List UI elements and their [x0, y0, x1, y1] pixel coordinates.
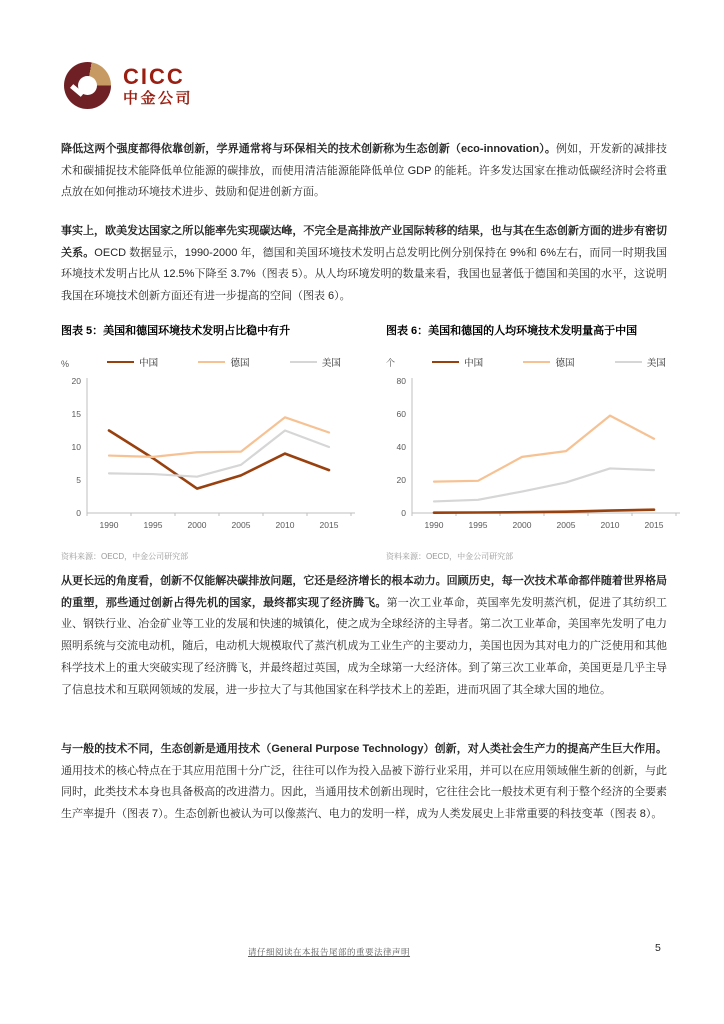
- svg-text:15: 15: [71, 409, 81, 419]
- paragraph-segment: 从更长远的角度看，创新不仅能解决碳排放问题，它还是经济增长的根本动力。回顾历史，每一次技术革命都伴随着世界格局的重塑，那些通过创新占得先机的国家，最终都实现了经济腾飞。: [61, 575, 667, 609]
- legend-label: 德国: [230, 358, 250, 369]
- logo-acronym: CICC: [123, 63, 185, 89]
- svg-text:2010: 2010: [275, 520, 295, 530]
- svg-text:2015: 2015: [644, 520, 664, 530]
- svg-text:1990: 1990: [99, 520, 119, 530]
- paragraph-industrial-revolutions: [61, 571, 667, 701]
- figure-6-source: 资料来源：OECD，中金公司研究部: [386, 552, 514, 561]
- figure-5-title: 图表 5：美国和德国环境技术发明占比稳中有升: [61, 325, 291, 337]
- paragraph-segment: 通用技术的核心特点在于其应用范围十分广泛，往往可以作为投入品被下游行业采用，并可以在应用领域催生新的创新，与此同时，此类技术本身也具备极高的改进潜力。因此，当通用技术创新出现时，它往往会比一般技术更有利于整个经济的全要素生产率提升（图表 7）。生态创新也被认为可以像蒸汽、电力的发明一样，成为人类发展史上非常重要的科技变革（图表 8）。: [61, 764, 667, 821]
- svg-text:5: 5: [76, 475, 81, 485]
- paragraph-segment: 事实上，欧美发达国家之所以能率先实现碳达峰，不完全是高排放产业国际转移的结果，也与其在生态创新方面的进步有密切关系。: [61, 225, 667, 259]
- legend-line-swatch: [107, 361, 134, 363]
- chart-legend: [87, 355, 361, 369]
- figure-6-y-unit: 个: [386, 358, 396, 368]
- legend-label: 美国: [646, 358, 666, 369]
- legend-line-swatch: [198, 361, 225, 363]
- svg-text:2015: 2015: [319, 520, 339, 530]
- figure-5-source: 资料来源：OECD，中金公司研究部: [61, 552, 189, 561]
- paragraph-segment: OECD 数据显示，1990-2000 年，德国和美国环境技术发明占总发明比例分别保持在 9%和 6%左右，而同一时期我国环境技术发明占比从 12.5%下降至 3.7%（图表 5）。从人均环境发明的数量来看，我国也显著低于德国和美国的水平，这说明我国在环境技术创新方面还有进一步提高的空间（图表 6）。: [61, 246, 668, 303]
- cicc-logo: [64, 62, 193, 109]
- legend-item-德国: [523, 355, 574, 369]
- page-number: 5: [655, 942, 661, 954]
- legend-item-德国: [198, 355, 249, 369]
- legend-line-swatch: [432, 361, 459, 363]
- cicc-logo-icon: [64, 62, 111, 109]
- svg-text:1990: 1990: [424, 520, 444, 530]
- svg-text:1995: 1995: [468, 520, 488, 530]
- legend-item-美国: [615, 355, 666, 369]
- svg-text:80: 80: [396, 376, 406, 386]
- svg-text:0: 0: [401, 508, 406, 518]
- svg-text:2010: 2010: [600, 520, 620, 530]
- line-chart-env-patent-share: [61, 371, 361, 543]
- legend-item-美国: [290, 355, 341, 369]
- legend-label: 美国: [321, 358, 341, 369]
- logo-company-name: 中金公司: [123, 89, 194, 107]
- legend-label: 中国: [139, 358, 159, 369]
- svg-text:60: 60: [396, 409, 406, 419]
- figure-6-legend-row: [386, 355, 686, 369]
- paragraph-eco-innovation: [61, 139, 667, 204]
- paragraph-segment: 降低这两个强度都得依靠创新，学界通常将与环保相关的技术创新称为生态创新（eco-innovation）。: [61, 143, 556, 155]
- figure-chart-5: [61, 322, 361, 562]
- svg-text:40: 40: [396, 442, 406, 452]
- svg-text:10: 10: [71, 442, 81, 452]
- svg-text:2005: 2005: [556, 520, 576, 530]
- svg-text:20: 20: [396, 475, 406, 485]
- svg-text:2005: 2005: [231, 520, 251, 530]
- figure-6-title: 图表 6：美国和德国的人均环境技术发明量高于中国: [386, 325, 638, 337]
- svg-text:1995: 1995: [143, 520, 163, 530]
- svg-text:20: 20: [71, 376, 81, 386]
- legend-line-swatch: [523, 361, 550, 363]
- figure-chart-6: [386, 322, 686, 562]
- line-chart-env-patent-per-capita: [386, 371, 686, 543]
- legend-label: 中国: [464, 358, 484, 369]
- svg-text:2000: 2000: [187, 520, 207, 530]
- legend-line-swatch: [615, 361, 642, 363]
- footer-legal-disclaimer: 请仔细阅读在本报告尾部的重要法律声明: [248, 947, 411, 957]
- figure-5-legend-row: [61, 355, 361, 369]
- paragraph-oecd-data: [61, 221, 667, 308]
- svg-text:0: 0: [76, 508, 81, 518]
- legend-item-中国: [432, 355, 483, 369]
- legend-item-中国: [107, 355, 158, 369]
- paragraph-segment: 例如，开发新的减排技术和碳捕捉技术能降低单位能源的碳排放，而使用清洁能源能降低单位 GDP 的能耗。许多发达国家在推动低碳经济时会将重点放在如何推动环境技术进步、鼓励和促进创新方面。: [61, 143, 667, 199]
- paragraph-general-purpose-technology: [61, 739, 667, 826]
- paragraph-segment: 第一次工业革命，英国率先发明蒸汽机，促进了其纺织工业、钢铁行业、冶金矿业等工业的发展和快速的城镇化，使之成为全球经济的主导者。第二次工业革命，美国率先发明了电力照明系统与交流电动机，随后，电动机大规模取代了蒸汽机成为工业生产的主要动力，美国也因为其对电力的广泛使用和其他科学技术上的重大突破实现了经济腾飞，并最终超过英国，成为全球第一大经济体。到了第三次工业革命，美国更是几乎主导了信息技术和互联网领域的发展，进一步拉大了与其他国家在科学技术上的差距，进而巩固了其全球大国的地位。: [61, 596, 668, 696]
- legend-label: 德国: [555, 358, 575, 369]
- logo-text: [123, 63, 194, 107]
- figure-5-y-unit: %: [61, 359, 70, 369]
- paragraph-segment: 与一般的技术不同，生态创新是通用技术（General Purpose Technology）创新，对人类社会生产力的提高产生巨大作用。: [61, 743, 667, 755]
- chart-legend: [412, 355, 686, 369]
- svg-text:2000: 2000: [512, 520, 532, 530]
- legend-line-swatch: [290, 361, 317, 363]
